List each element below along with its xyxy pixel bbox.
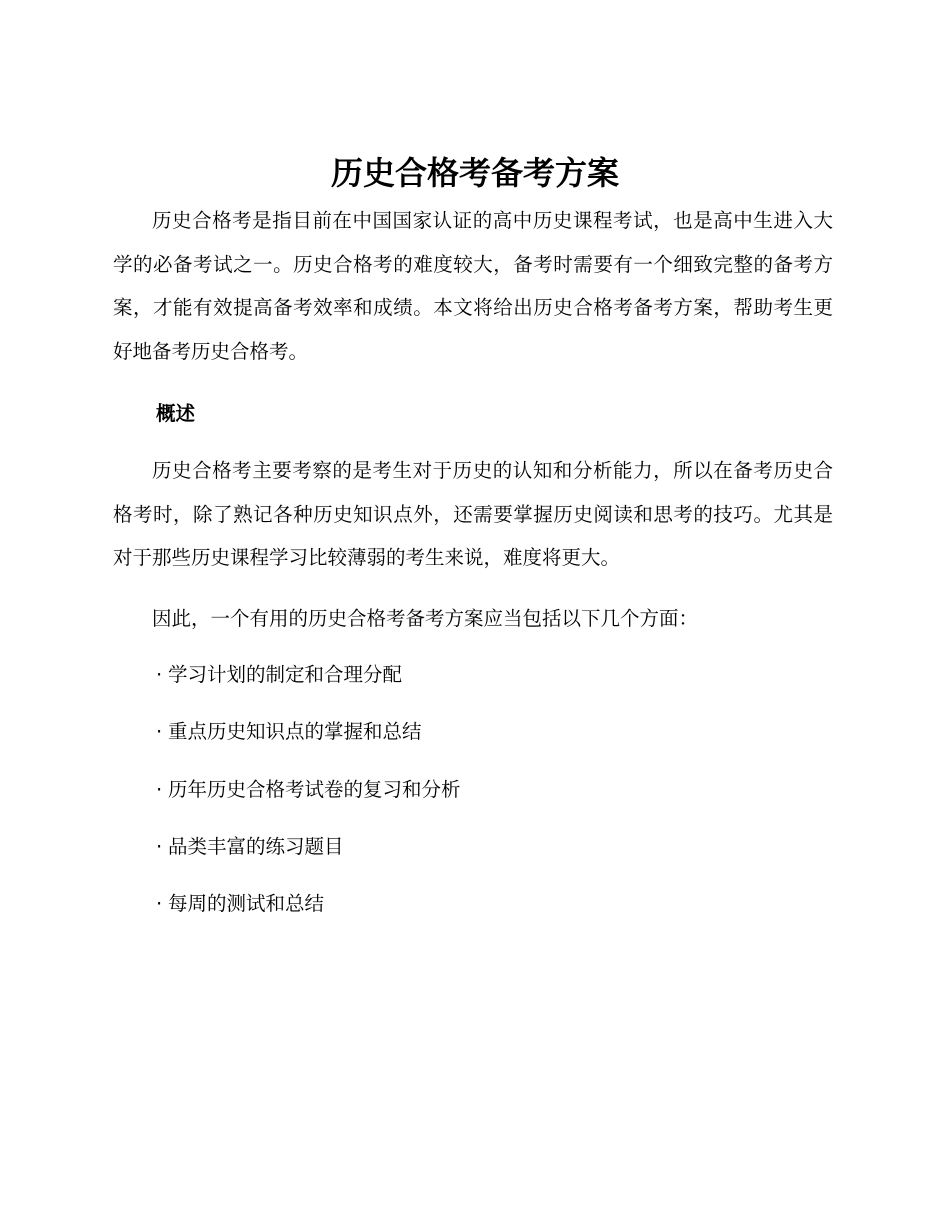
bullet-marker: · [156,720,163,743]
list-item [156,772,461,808]
list-item-text: 学习计划的制定和合理分配 [168,663,403,686]
section-heading-overview: 概述 [156,402,196,425]
bullet-marker: · [156,835,163,858]
document-title: 历史合格考备考方案 [330,154,619,192]
list-item [156,829,344,865]
list-lead-paragraph: 因此，一个有用的历史合格考备考方案应当包括以下几个方面： [152,607,699,630]
list-item-text: 历年历史合格考试卷的复习和分析 [168,778,461,801]
bullet-marker: · [156,778,163,801]
list-item [156,714,422,750]
bullet-marker: · [156,663,163,686]
list-item-text: 重点历史知识点的掌握和总结 [168,720,422,743]
list-item [156,657,402,693]
bullet-marker: · [156,892,163,915]
list-item-text: 每周的测试和总结 [168,892,325,915]
intro-paragraph: 历史合格考是指目前在中国国家认证的高中历史课程考试，也是高中生进入大学的必备考试之一。历史合格考的难度较大，备考时需要有一个细致完整的备考方案，才能有效提高备考效率和成绩。本文将给出历史合格考备考方案，帮助考生更好地备考历史合格考。 [113,209,833,363]
list-item [156,886,324,922]
list-item-text: 品类丰富的练习题目 [168,835,344,858]
overview-paragraph: 历史合格考主要考察的是考生对于历史的认知和分析能力，所以在备考历史合格考时，除了熟记各种历史知识点外，还需要掌握历史阅读和思考的技巧。尤其是对于那些历史课程学习比较薄弱的考生来说，难度将更大。 [113,459,833,569]
